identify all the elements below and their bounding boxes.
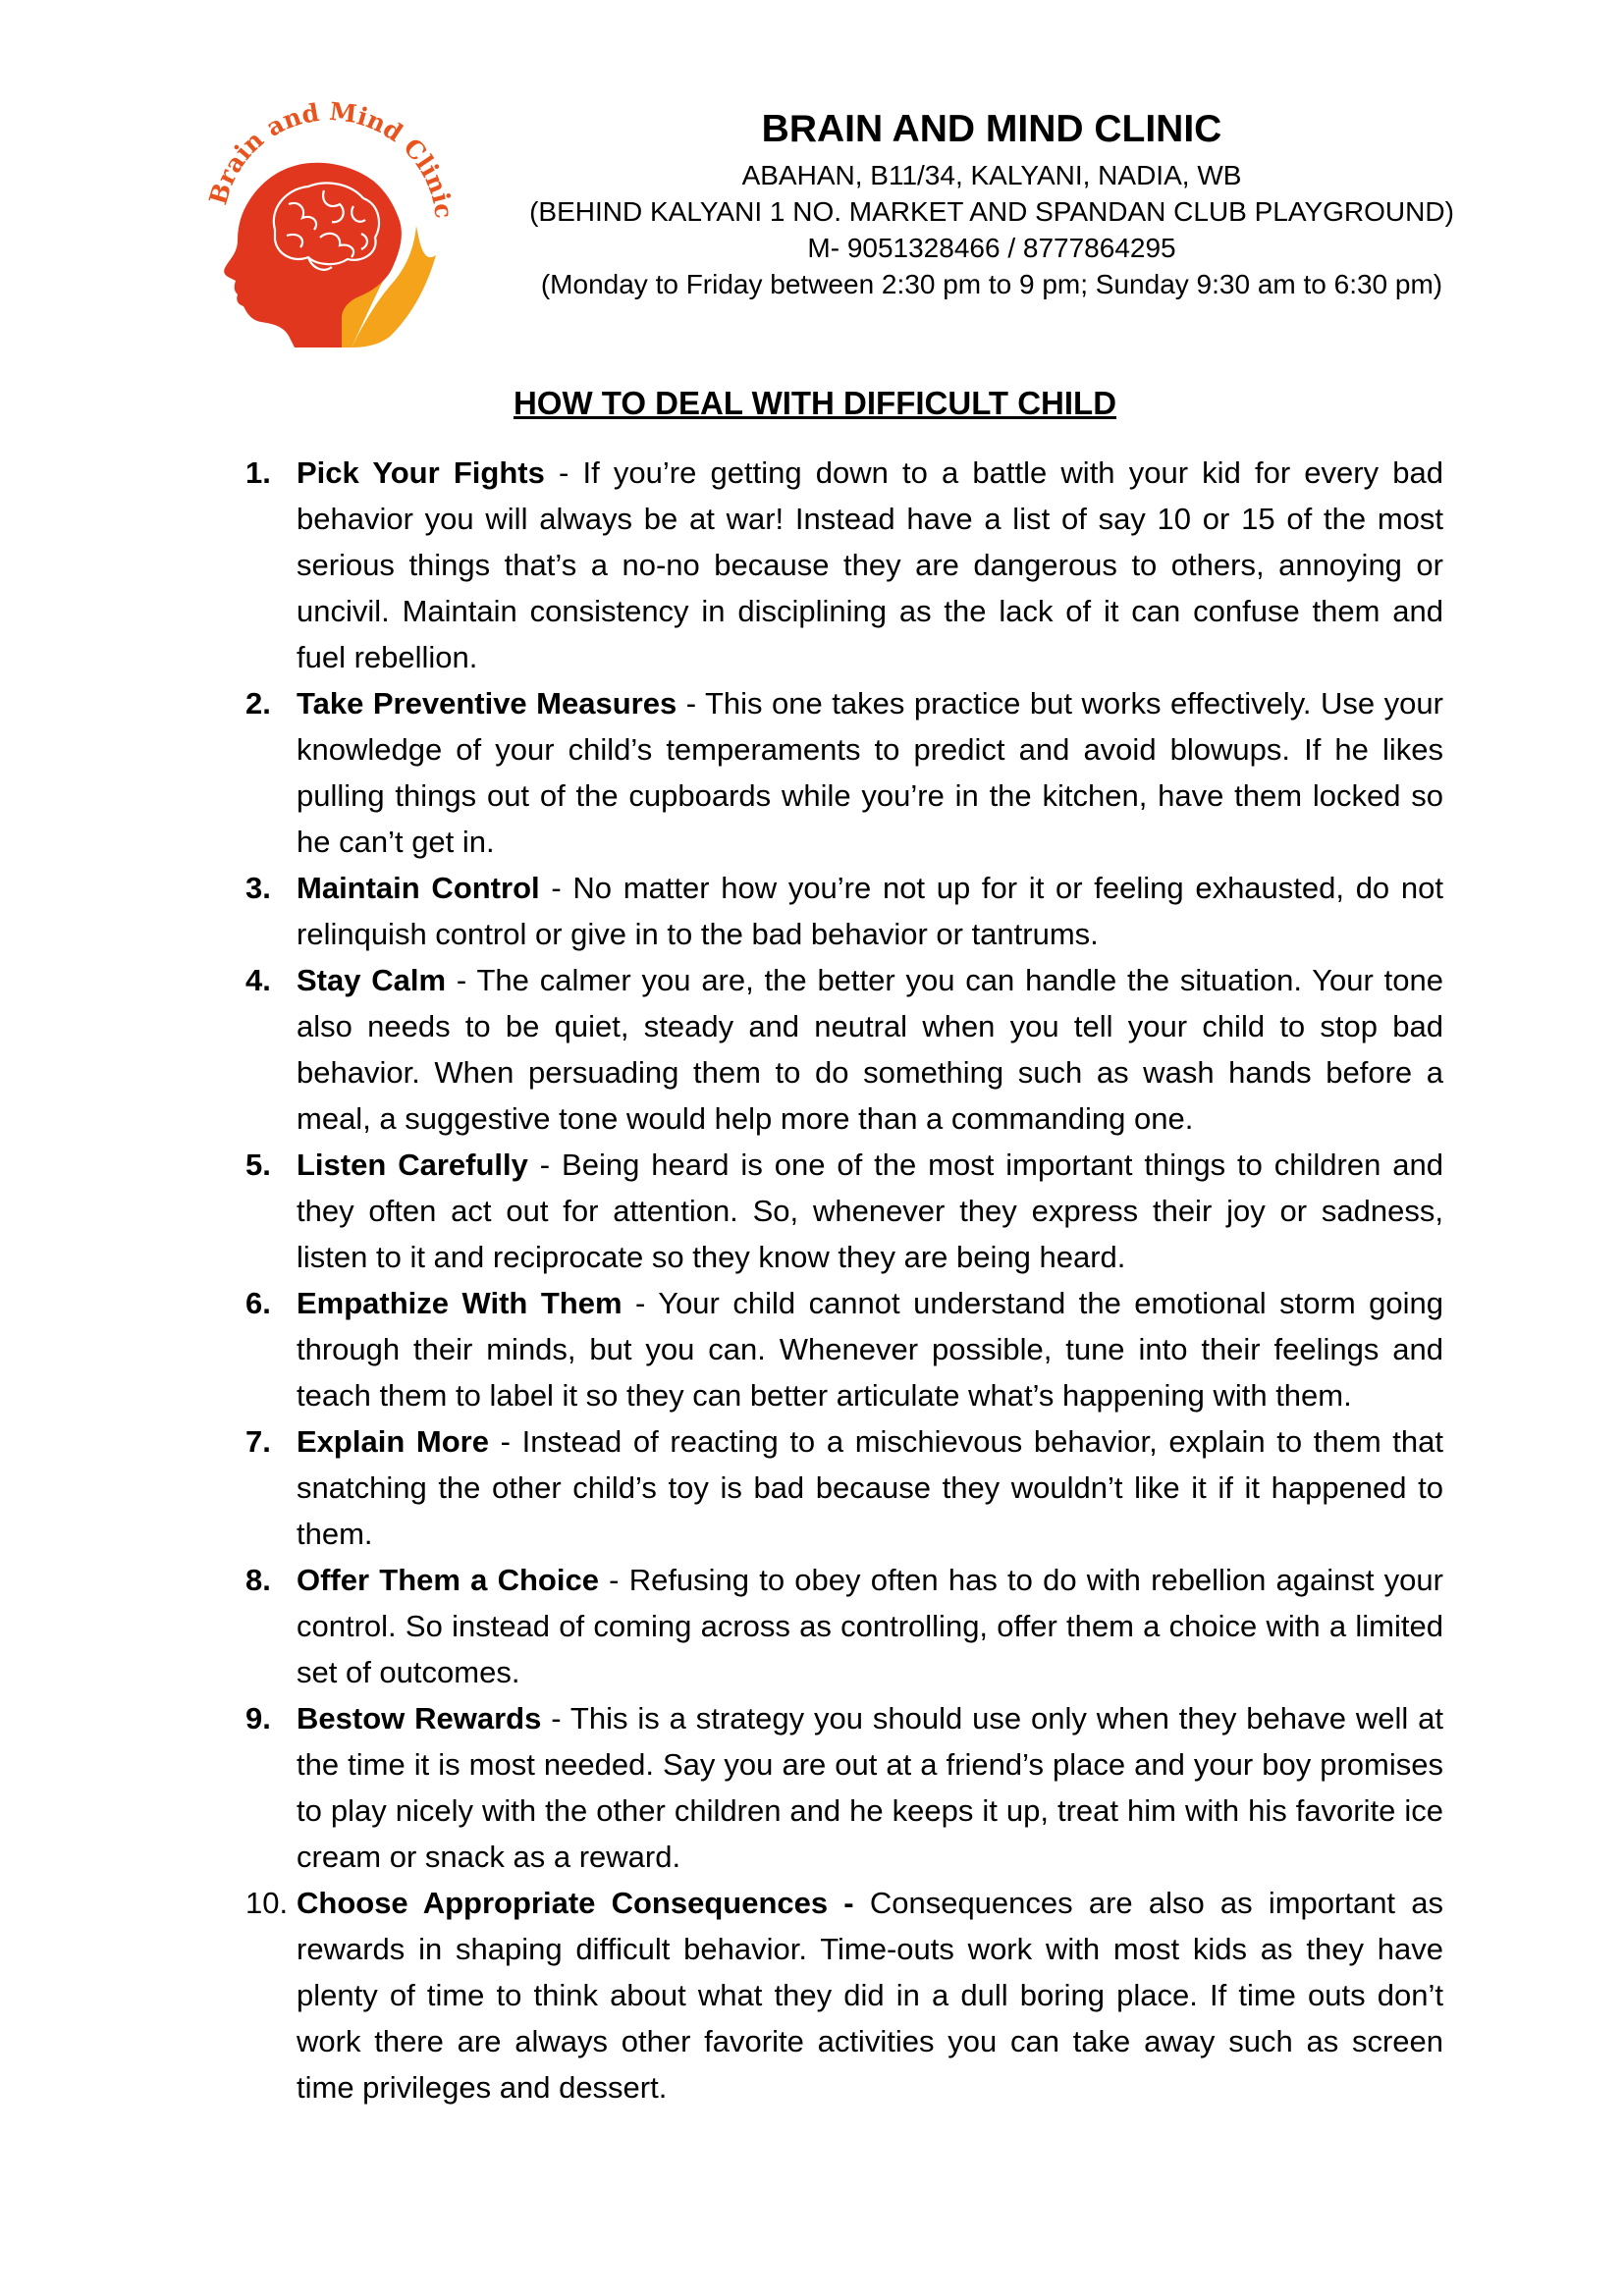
list-item [245, 1280, 1443, 1418]
item-separator: - [622, 1286, 659, 1320]
list-item [245, 1880, 1443, 2110]
item-number: 1. [245, 455, 271, 490]
item-separator: - [539, 871, 573, 905]
item-body: Being heard is one of the most important things to children and they often act out for attention. So, whenever they express their joy or sadness, listen to it and reciprocate so they know they are being heard. [297, 1148, 1443, 1274]
item-heading: Offer Them a Choice [297, 1563, 599, 1597]
document-title: HOW TO DEAL WITH DIFFICULT CHILD [513, 385, 1117, 421]
item-separator [854, 1886, 870, 1920]
item-heading: Pick Your Fights [297, 455, 545, 490]
item-body: Instead of reacting to a mischievous behavior, explain to them that snatching the other child’s toy is bad because they wouldn’t like it if it happened to them. [297, 1424, 1443, 1551]
item-number: 8. [245, 1563, 271, 1597]
item-heading: Explain More [297, 1424, 489, 1459]
clinic-name: BRAIN AND MIND CLINIC [761, 108, 1222, 150]
item-heading: Take Preventive Measures [297, 686, 677, 721]
item-body: This is a strategy you should use only when they behave well at the time it is most needed. Say you are out at a friend’s place and your boy promises to play nicely with the other children and he keeps it up, treat him with his favorite ice cream or snack as a reward. [297, 1701, 1443, 1874]
item-separator: - [446, 963, 477, 997]
list-item [245, 1695, 1443, 1880]
address-line-1: ABAHAN, B11/34, KALYANI, NADIA, WB [741, 160, 1242, 190]
item-separator: - [488, 1424, 522, 1459]
item-body: Consequences are also as important as rewards in shaping difficult behavior. Time-outs work with most kids as they have plenty of time to think about what they did in a dull boring place. If time outs don’t work there are always other favorite activities you can take away such as screen time privileges and dessert. [297, 1886, 1443, 2105]
item-heading: Empathize With Them [297, 1286, 623, 1320]
item-heading: Bestow Rewards [297, 1701, 542, 1735]
item-separator: - [544, 455, 583, 490]
item-heading: Maintain Control [297, 871, 540, 905]
item-separator: - [541, 1701, 570, 1735]
item-heading: Choose Appropriate Consequences - [297, 1886, 854, 1920]
list-item [245, 957, 1443, 1142]
clinic-header [511, 106, 1473, 302]
item-body: No matter how you’re not up for it or feeling exhausted, do not relinquish control or give in to the bad behavior or tantrums. [297, 871, 1443, 951]
list-item [245, 680, 1443, 865]
list-item [245, 865, 1443, 957]
list-item [245, 1418, 1443, 1557]
list-item [245, 1142, 1443, 1280]
item-body: Your child cannot understand the emotional storm going through their minds, but you can. Whenever possible, tune into their feelings and teach them to label it so they can better articulate what’s happening with them. [297, 1286, 1443, 1413]
item-number: 2. [245, 686, 271, 721]
address-line-2: (BEHIND KALYANI 1 NO. MARKET AND SPANDAN CLUB PLAYGROUND) [529, 196, 1454, 227]
brain-mind-logo-icon [204, 90, 460, 347]
phone-numbers: M- 9051328466 / 8777864295 [807, 233, 1176, 263]
opening-hours: (Monday to Friday between 2:30 pm to 9 pm; Sunday 9:30 am to 6:30 pm) [540, 269, 1443, 299]
item-body: The calmer you are, the better you can handle the situation. Your tone also needs to be quiet, steady and neutral when you tell your child to stop bad behavior. When persuading them to do something such as wash hands before a meal, a suggestive tone would help more than a commanding one. [297, 963, 1443, 1136]
tips-list [245, 450, 1443, 2110]
item-separator: - [527, 1148, 563, 1182]
logo-text: Brain and Mind Clinic [204, 96, 459, 221]
item-number: 6. [245, 1286, 271, 1320]
item-number: 3. [245, 871, 271, 905]
list-item [245, 450, 1443, 680]
item-heading: Stay Calm [297, 963, 447, 997]
item-body: Refusing to obey often has to do with rebellion against your control. So instead of coming across as controlling, offer them a choice with a limited set of outcomes. [297, 1563, 1443, 1689]
item-number: 7. [245, 1424, 271, 1459]
item-number: 4. [245, 963, 271, 997]
item-separator: - [598, 1563, 629, 1597]
item-body: If you’re getting down to a battle with your kid for every bad behavior you will always be at war! Instead have a list of say 10 or 15 of the most serious things that’s a no-no because they are dangerous to others, annoying or uncivil. Maintain consistency in disciplining as the lack of it can confuse them and fuel rebellion. [297, 455, 1443, 674]
list-item [245, 1557, 1443, 1695]
item-number: 10. [245, 1886, 289, 1920]
item-heading: Listen Carefully [297, 1148, 528, 1182]
item-separator: - [677, 686, 705, 721]
clinic-logo [204, 90, 460, 347]
item-number: 5. [245, 1148, 271, 1182]
item-number: 9. [245, 1701, 271, 1735]
item-body: This one takes practice but works effectively. Use your knowledge of your child’s temperaments to predict and avoid blowups. If he likes pulling things out of the cupboards while you’re in the kitchen, have them locked so he can’t get in. [297, 686, 1443, 859]
